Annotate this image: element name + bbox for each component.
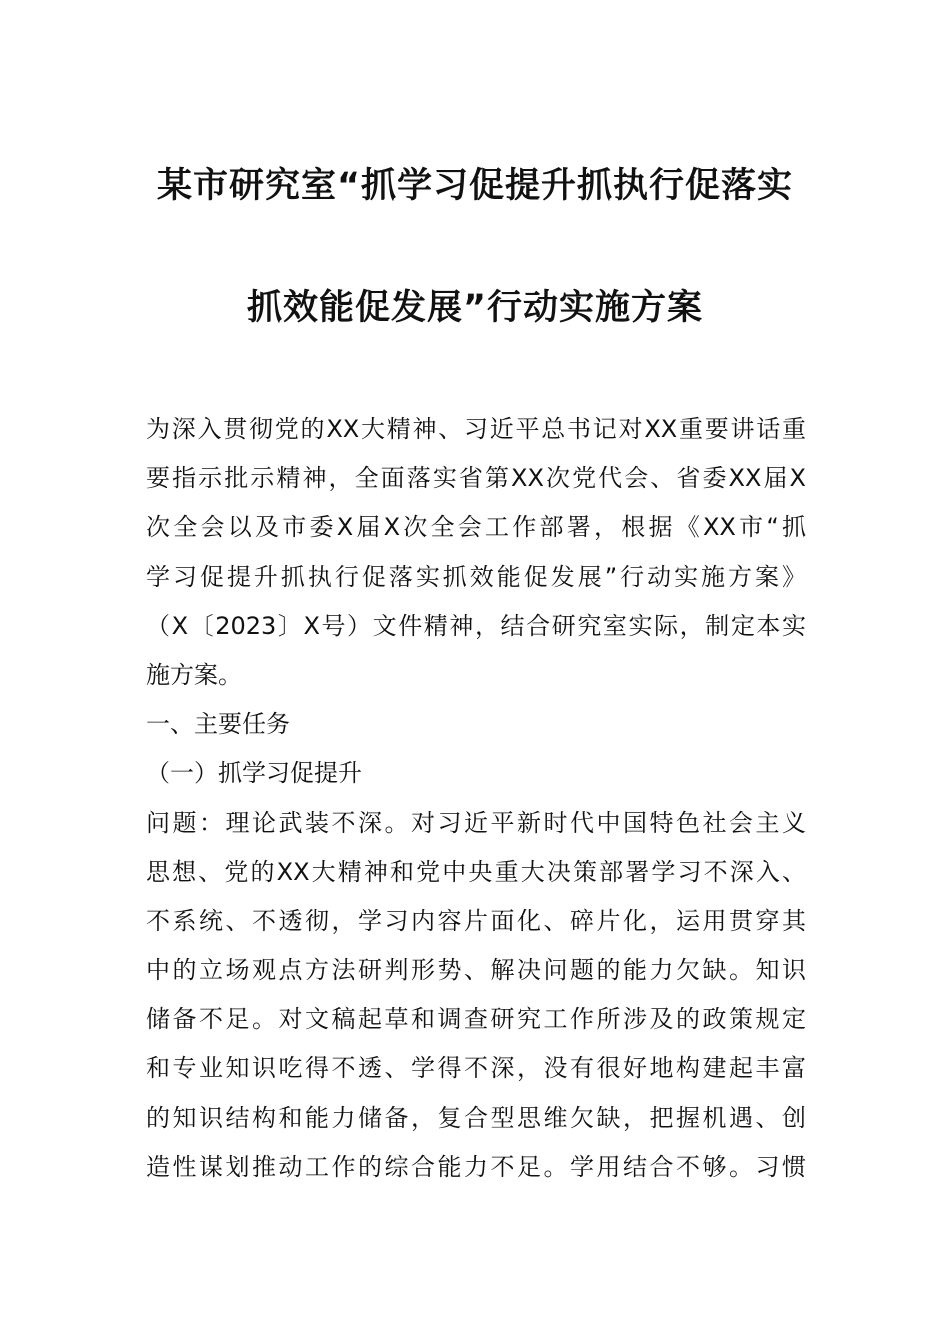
section-heading: 一、主要任务 <box>146 710 290 739</box>
problem-line: 和专业知识吃得不透、学得不深，没有很好地构建起丰富 <box>146 1054 806 1083</box>
problem-line: 问题：理论武装不深。对习近平新时代中国特色社会主义 <box>146 808 806 837</box>
problem-line: 思想、党的XX大精神和党中央重大决策部署学习不深入、 <box>146 857 806 886</box>
problem-line: 造性谋划推动工作的综合能力不足。学用结合不够。习惯 <box>146 1152 806 1181</box>
problem-line: 不系统、不透彻，学习内容片面化、碎片化，运用贯穿其 <box>146 906 806 935</box>
intro-line: 为深入贯彻党的XX大精神、习近平总书记对XX重要讲话重 <box>146 415 806 443</box>
problem-line: 的知识结构和能力储备，复合型思维欠缺，把握机遇、创 <box>146 1103 806 1132</box>
problem-line: 中的立场观点方法研判形势、解决问题的能力欠缺。知识 <box>146 956 806 985</box>
intro-line: 施方案。 <box>146 660 242 689</box>
body-text <box>146 405 806 1192</box>
intro-line: 学习促提升抓执行促落实抓效能促发展”行动实施方案》 <box>146 562 806 591</box>
problem-line: 储备不足。对文稿起草和调查研究工作所涉及的政策规定 <box>146 1005 806 1034</box>
intro-line: 要指示批示精神，全面落实省第XX次党代会、省委XX届X <box>146 464 806 493</box>
intro-line: 次全会以及市委X届X次全会工作部署，根据《XX市“抓 <box>146 513 806 542</box>
title-line-2: 抓效能促发展”行动实施方案 <box>246 288 703 328</box>
intro-line: （X〔2023〕X号）文件精神，结合研究室实际，制定本实 <box>146 611 806 640</box>
subsection-heading: （一）抓学习促提升 <box>146 759 362 788</box>
title-line-1: 某市研究室“抓学习促提升抓执行促落实 <box>156 166 793 206</box>
